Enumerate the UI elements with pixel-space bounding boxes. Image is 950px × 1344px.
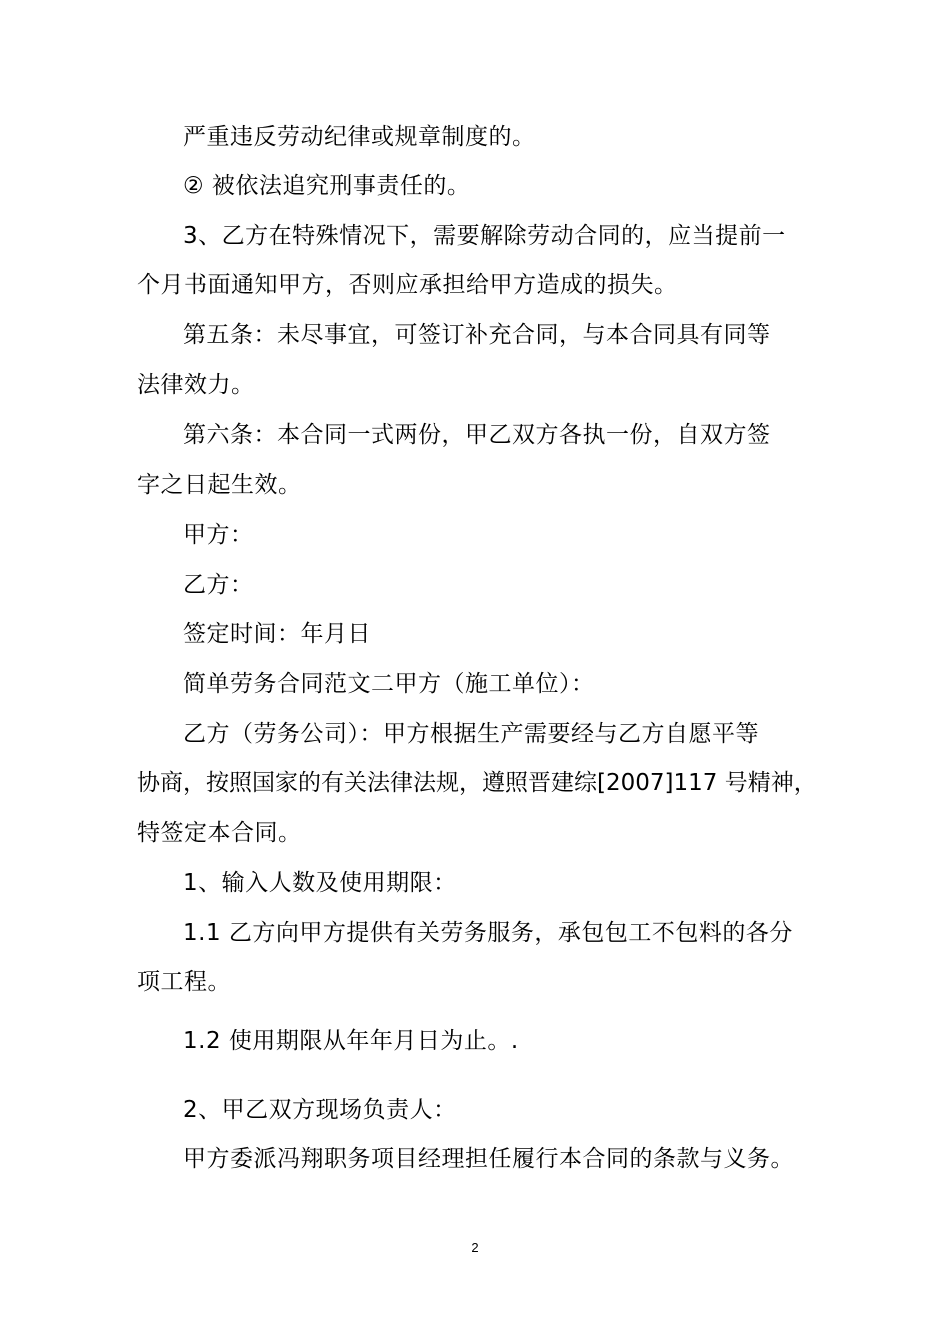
text-line: 个月书面通知甲方，否则应承担给甲方造成的损失。 xyxy=(137,272,678,298)
text-line: 乙方（劳务公司）：甲方根据生产需要经与乙方自愿平等 xyxy=(183,721,759,747)
text-line: 协商，按照国家的有关法律法规，遵照晋建综[2007]117 号精神， xyxy=(137,770,817,796)
text-line: 第五条：未尽事宜，可签订补充合同，与本合同具有同等 xyxy=(183,322,771,348)
text-line: 1.1 乙方向甲方提供有关劳务服务，承包包工不包料的各分 xyxy=(183,920,793,946)
text-line: 签定时间：年月日 xyxy=(183,621,371,647)
text-line: 甲方委派冯翔职务项目经理担任履行本合同的条款与义务。 xyxy=(183,1146,794,1172)
text-line: 第六条：本合同一式两份，甲乙双方各执一份，自双方签 xyxy=(183,422,771,448)
text-line: ② 被依法追究刑事责任的。 xyxy=(183,173,471,199)
text-line: 简单劳务合同范文二甲方（施工单位）： xyxy=(183,671,595,697)
text-line: 法律效力。 xyxy=(137,372,255,398)
page-number: 2 xyxy=(471,1240,479,1255)
text-line: 字之日起生效。 xyxy=(137,472,302,498)
text-line: 3、乙方在特殊情况下，需要解除劳动合同的，应当提前一 xyxy=(183,223,786,249)
text-line: 特签定本合同。 xyxy=(137,820,302,846)
text-line: 严重违反劳动纪律或规章制度的。 xyxy=(183,124,536,150)
text-line: 2、甲乙双方现场负责人： xyxy=(183,1097,457,1123)
text-line: 项工程。 xyxy=(137,969,231,995)
text-line: 1、输入人数及使用期限： xyxy=(183,870,457,896)
text-line: 1.2 使用期限从年年月日为止。. xyxy=(183,1028,519,1054)
text-line: 甲方： xyxy=(183,522,254,548)
text-line: 乙方： xyxy=(183,572,254,598)
